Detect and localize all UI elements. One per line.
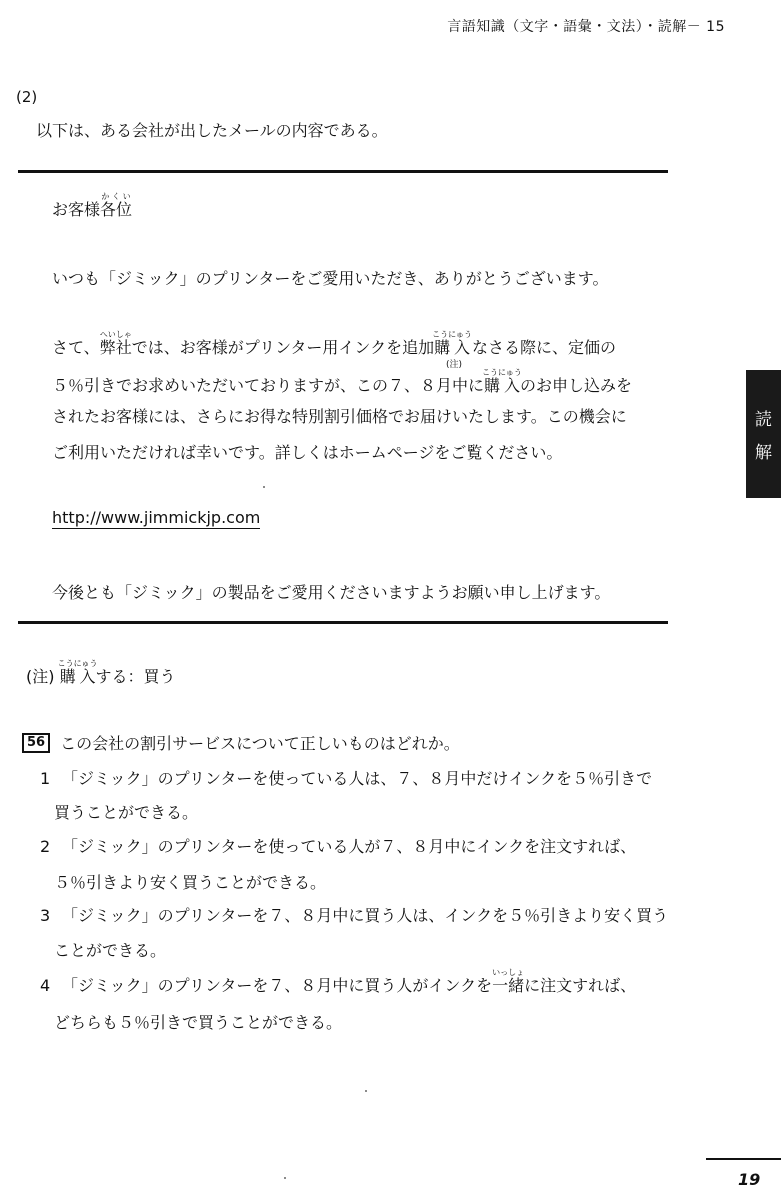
scan-speck — [263, 486, 265, 488]
question-text: この会社の割引サービスについて正しいものはどれか。 — [60, 734, 460, 753]
email-paragraph-line-3: されたお客様には、さらにお得な特別割引価格でお届けいたします。この機会に — [52, 407, 627, 426]
email-url-link[interactable]: http://www.jimmickjp.com — [52, 508, 261, 527]
email-paragraph-line-1: さて、弊社へいしゃでは、お客様がプリンター用インクを追加購入こうにゅう (注) なさる際に、定価の — [52, 330, 617, 370]
page-header: 言語知識（文字・語彙・文法）・読解－ 15 — [447, 19, 725, 35]
note-marker: (注) — [446, 360, 463, 370]
option-2-continued: ５％引きより安く買うことができる。 — [54, 873, 327, 892]
option-4[interactable]: 4 「ジミック」のプリンターを７、８月中に買う人がインクを一緒いっしょに注文すれば、 — [40, 968, 637, 995]
option-1-continued: 買うことができる。 — [54, 803, 199, 822]
option-4-continued: どちらも５％引きで買うことができる。 — [54, 1013, 343, 1032]
footnote: (注) 購入こうにゅうする：買う — [26, 659, 176, 686]
email-greeting: お客様各位かくい — [52, 192, 133, 219]
email-closing: 今後とも「ジミック」の製品をご愛用くださいますようお願い申し上げます。 — [52, 583, 611, 602]
option-3[interactable]: 3 「ジミック」のプリンターを７、８月中に買う人は、インクを５％引きより安く買う — [40, 906, 669, 925]
question-header — [22, 731, 460, 754]
page-number: 19 — [738, 1170, 761, 1189]
email-top-rule — [18, 170, 668, 173]
email-line-1: いつも「ジミック」のプリンターをご愛用いただき、ありがとうございます。 — [52, 269, 609, 288]
footer-rule — [706, 1158, 781, 1160]
email-paragraph-line-4: ご利用いただければ幸いです。詳しくはホームページをご覧ください。 — [52, 443, 563, 462]
question-number-box: 56 — [22, 733, 50, 753]
email-paragraph-line-2: ５％引きでお求めいただいておりますが、この７、８月中に購入こうにゅうのお申し込みを — [52, 368, 632, 395]
section-number: (2) — [16, 88, 38, 106]
scan-speck — [365, 1090, 367, 1092]
email-bottom-rule — [18, 621, 668, 624]
option-2[interactable]: 2 「ジミック」のプリンターを使っている人が７、８月中にインクを注文すれば、 — [40, 837, 637, 856]
option-3-continued: ことができる。 — [54, 941, 167, 960]
option-1[interactable]: 1 「ジミック」のプリンターを使っている人は、７、８月中だけインクを５％引きで — [40, 769, 653, 788]
section-intro: 以下は、ある会社が出したメールの内容である。 — [36, 121, 388, 140]
scan-speck — [284, 1177, 286, 1179]
reading-section-tab: 読 解 — [746, 370, 781, 498]
